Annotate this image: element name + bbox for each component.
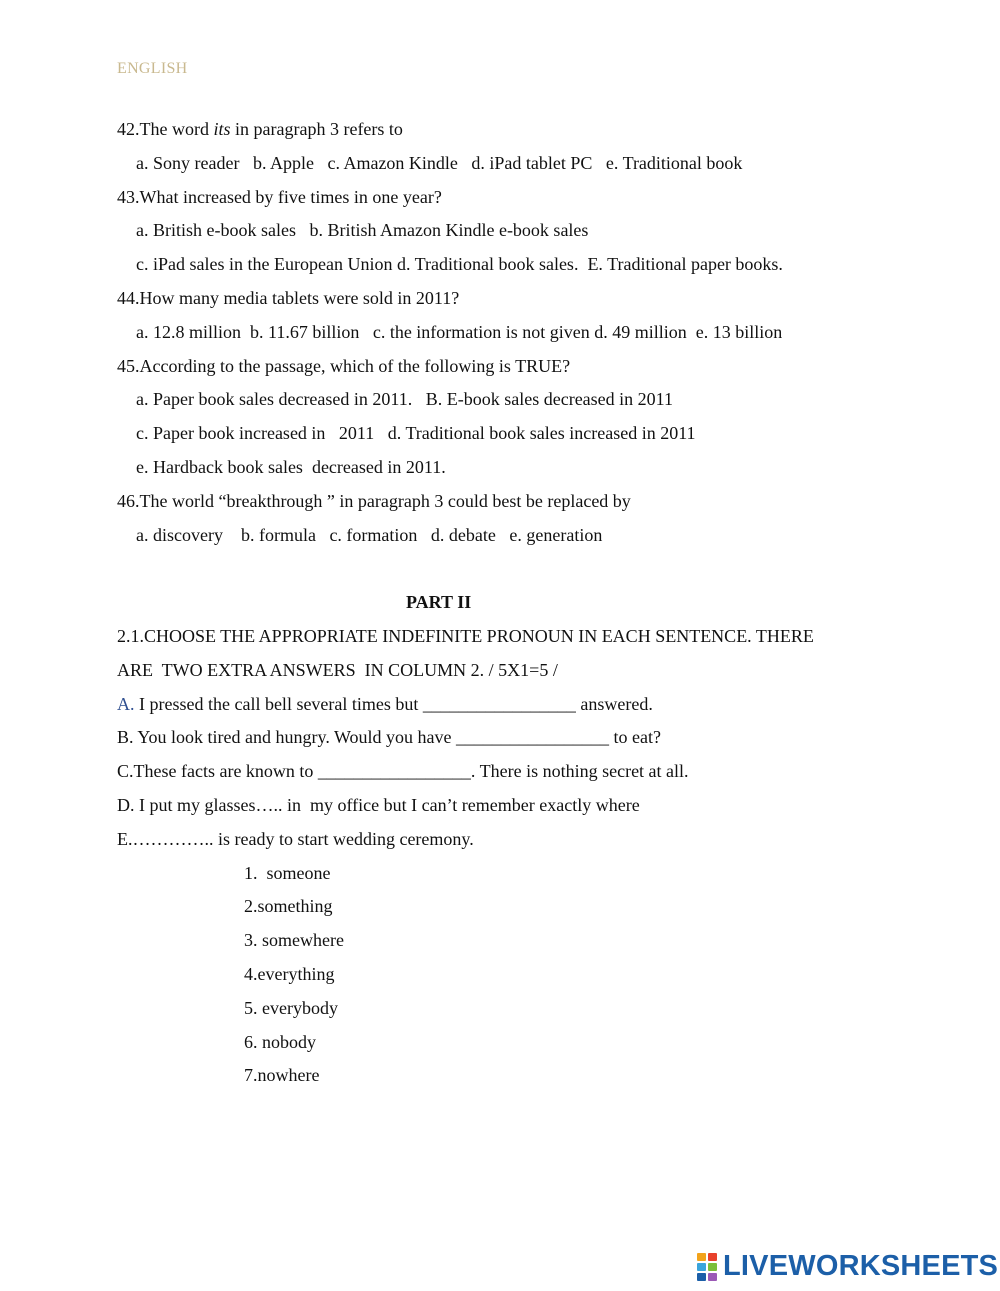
answer-option: 7.nowhere bbox=[244, 1065, 320, 1086]
question-45-options: e. Hardback book sales decreased in 2011. bbox=[136, 456, 446, 477]
question-44: 44.How many media tablets were sold in 2011? bbox=[117, 287, 460, 308]
question-44-options: a. 12.8 million b. 11.67 billion c. the information is not given d. 49 million e. 13 billion bbox=[136, 321, 783, 342]
answer-option: 1. someone bbox=[244, 862, 331, 883]
liveworksheets-logo bbox=[697, 1252, 998, 1281]
sentence-c: C.These facts are known to _________________. There is nothing secret at all. bbox=[117, 761, 689, 782]
question-45-options: c. Paper book increased in 2011 d. Traditional book sales increased in 2011 bbox=[136, 423, 696, 444]
question-43-options: a. British e-book sales b. British Amazon Kindle e-book sales bbox=[136, 220, 589, 241]
sentence-a bbox=[117, 691, 937, 725]
question-italic-word: its bbox=[213, 119, 231, 139]
answer-option: 5. everybody bbox=[244, 997, 338, 1018]
liveworksheets-brand: LIVEWORKSHEETS bbox=[723, 1250, 999, 1282]
spacer bbox=[117, 555, 937, 589]
answer-option: 3. somewhere bbox=[244, 930, 344, 951]
part-instruction: ARE TWO EXTRA ANSWERS IN COLUMN 2. / 5X1=5 / bbox=[117, 659, 558, 680]
question-43: 43.What increased by five times in one year? bbox=[117, 186, 442, 207]
question-42-options: a. Sony reader b. Apple c. Amazon Kindle d. iPad tablet PC e. Traditional book bbox=[136, 152, 743, 173]
sentence-text: I pressed the call bell several times but _________________ answered. bbox=[134, 693, 653, 714]
question-46: 46.The world “breakthrough ” in paragraph 3 could best be replaced by bbox=[117, 490, 631, 511]
subject-header: ENGLISH bbox=[117, 60, 188, 77]
sentence-letter: A. bbox=[117, 693, 135, 714]
question-45: 45.According to the passage, which of the following is TRUE? bbox=[117, 355, 571, 376]
worksheet-body bbox=[117, 116, 937, 1096]
answer-option: 4.everything bbox=[244, 963, 335, 984]
sentence-e: E.………….. is ready to start wedding ceremony. bbox=[117, 828, 474, 849]
sentence-b: B. You look tired and hungry. Would you have _________________ to eat? bbox=[117, 727, 662, 748]
question-text: in paragraph 3 refers to bbox=[230, 119, 403, 139]
answer-option: 6. nobody bbox=[244, 1031, 316, 1052]
question-43-options: c. iPad sales in the European Union d. Traditional book sales. E. Traditional paper books. bbox=[136, 254, 783, 275]
question-45-options: a. Paper book sales decreased in 2011. B. E-book sales decreased in 2011 bbox=[136, 389, 674, 410]
sentence-d: D. I put my glasses….. in my office but I can’t remember exactly where bbox=[117, 794, 640, 815]
answer-option: 2.something bbox=[244, 896, 333, 917]
part-title: PART II bbox=[406, 592, 472, 613]
question-text: 42.The word bbox=[117, 119, 214, 139]
liveworksheets-logo-icon bbox=[697, 1253, 719, 1281]
part-instruction: 2.1.CHOOSE THE APPROPRIATE INDEFINITE PRONOUN IN EACH SENTENCE. THERE bbox=[117, 625, 814, 646]
question-42 bbox=[117, 116, 937, 150]
question-46-options: a. discovery b. formula c. formation d. debate e. generation bbox=[136, 524, 603, 545]
